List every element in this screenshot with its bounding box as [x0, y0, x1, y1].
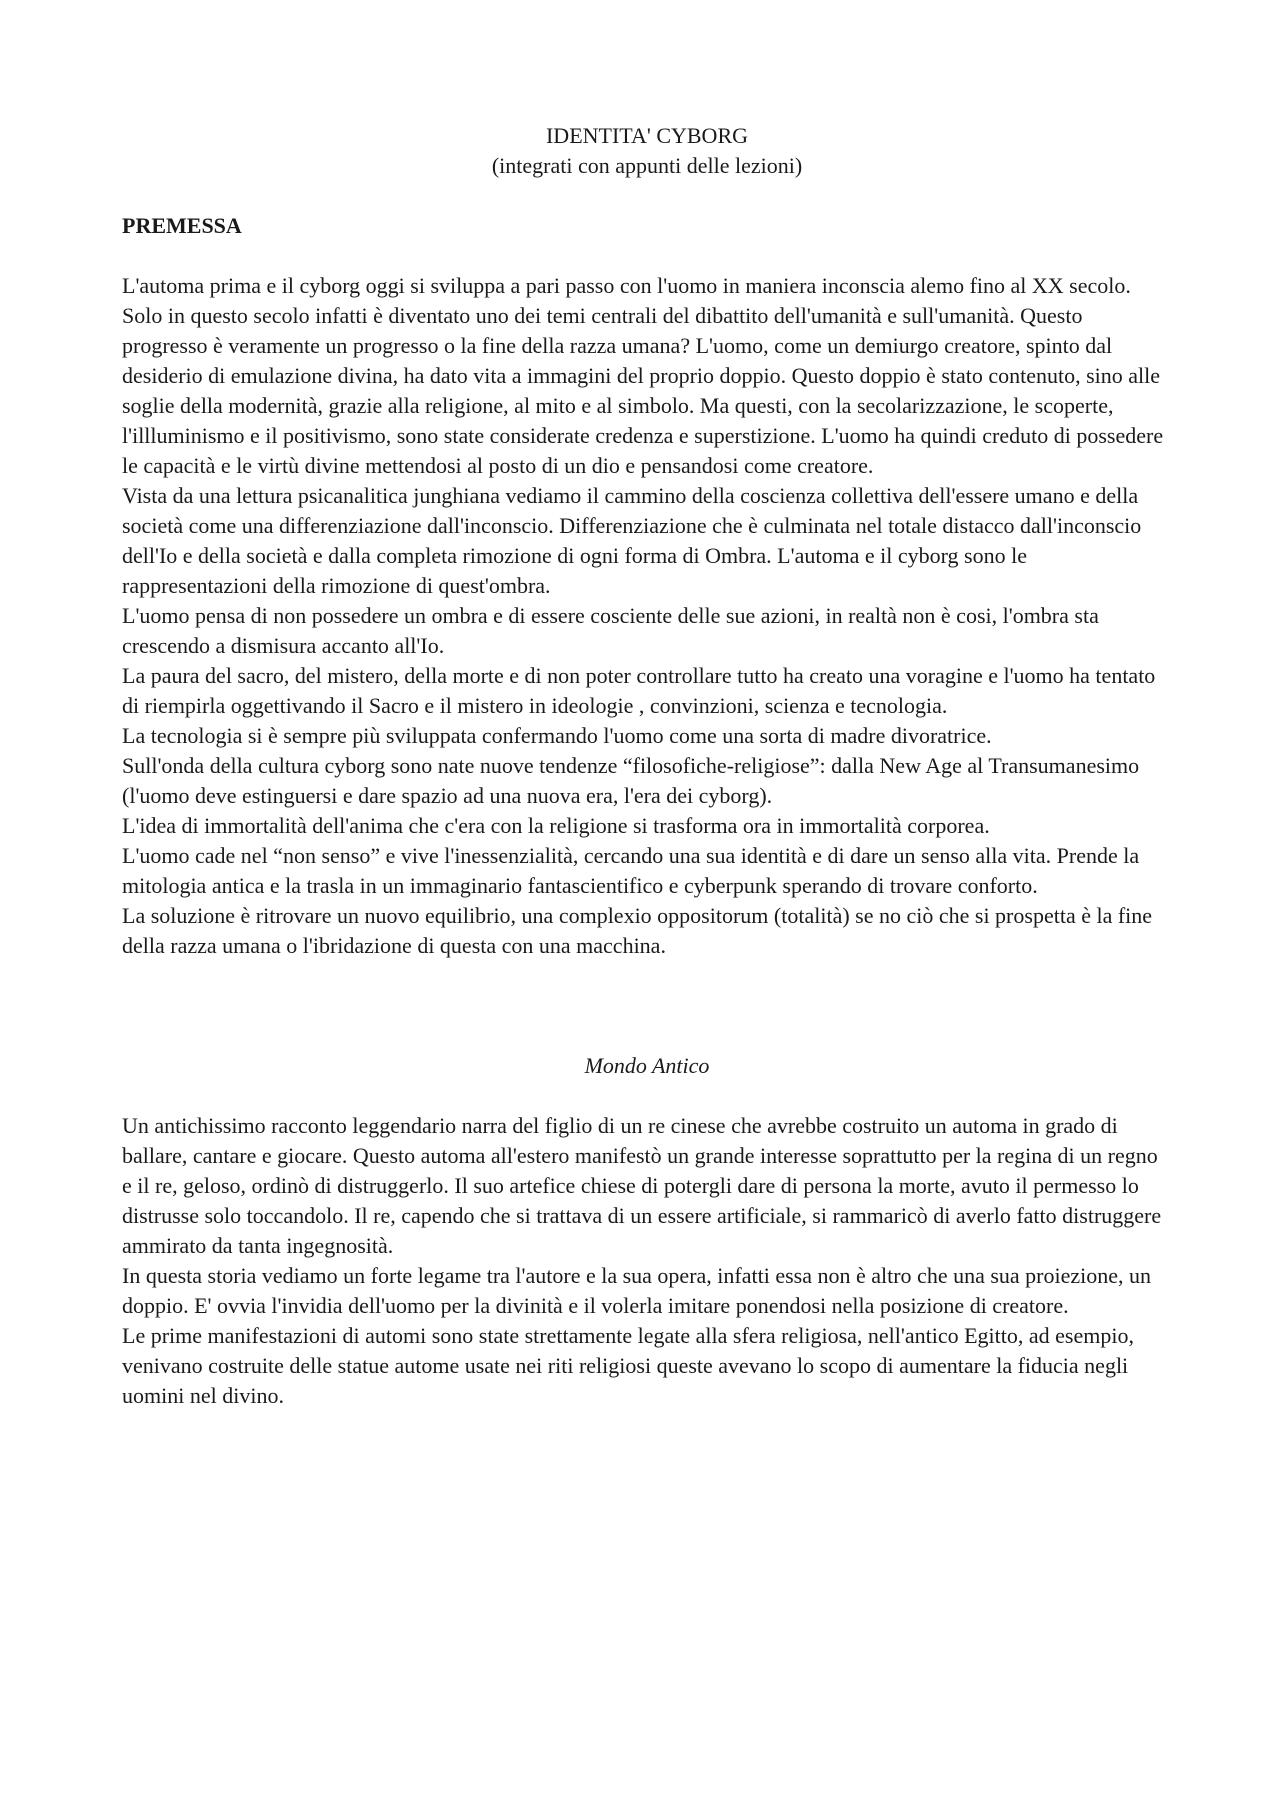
paragraph: In questa storia vediamo un forte legame tra l'autore e la sua opera, infatti essa non è altro che una sua proiezione, un doppio. E' ovvia l'invidia dell'uomo per la divinità e il volerla imitare ponendosi nella posizione di creatore. — [122, 1263, 1152, 1318]
paragraph: Sull'onda della cultura cyborg sono nate nuove tendenze “filosofiche-religiose”: dalla New Age al Transumanesimo (l'uomo deve estinguersi e dare spazio ad una nuova era, l'era dei cyborg). — [122, 753, 1140, 808]
paragraph: La soluzione è ritrovare un nuovo equilibrio, una complexio oppositorum (totalità) se no ciò che si prospetta è la fine della razza umana o l'ibridazione di questa con una macchina. — [122, 903, 1153, 958]
premessa-body — [122, 271, 1172, 961]
paragraph: L'uomo pensa di non possedere un ombra e di essere cosciente delle sue azioni, in realtà non è cosi, l'ombra sta crescendo a dismisura accanto all'Io. — [122, 603, 1099, 658]
document-title: IDENTITA' CYBORG — [545, 123, 749, 148]
paragraph: L'uomo cade nel “non senso” e vive l'inessenzialità, cercando una sua identità e di dare un senso alla vita. Prende la mitologia antica e la trasla in un immaginario fantascientifico e cyberpunk sperando di trovare conforto. — [122, 843, 1140, 898]
paragraph: La paura del sacro, del mistero, della morte e di non poter controllare tutto ha creato una voragine e l'uomo ha tentato di riempirla oggettivando il Sacro e il mistero in ideologie , convinzioni, scienza e tecnologia. — [122, 663, 1156, 718]
paragraph: Le prime manifestazioni di automi sono state strettamente legate alla sfera religiosa, nell'antico Egitto, ad esempio, venivano costruite delle statue autome usate nei riti religiosi queste avevano lo scopo di aumentare la fiducia negli uomini nel divino. — [122, 1323, 1134, 1408]
paragraph: L'idea di immortalità dell'anima che c'era con la religione si trasforma ora in immortalità corporea. — [122, 813, 990, 838]
document-subtitle: (integrati con appunti delle lezioni) — [491, 153, 803, 178]
paragraph: La tecnologia si è sempre più sviluppata confermando l'uomo come una sorta di madre divoratrice. — [122, 723, 992, 748]
sub-heading-mondo-antico: Mondo Antico — [584, 1053, 710, 1078]
section-heading-premessa: PREMESSA — [122, 213, 242, 238]
title-block — [122, 121, 1172, 181]
paragraph: L'automa prima e il cyborg oggi si sviluppa a pari passo con l'uomo in maniera inconscia alemo fino al XX secolo. Solo in questo secolo infatti è diventato uno dei temi centrali del dibattito dell'umanità e sull'umanità. Questo progresso è veramente un progresso o la fine della razza umana? L'uomo, come un demiurgo creatore, spinto dal desiderio di emulazione divina, ha dato vita a immagini del proprio doppio. Questo doppio è stato contenuto, sino alle soglie della modernità, grazie alla religione, al mito e al simbolo. Ma questi, con la secolarizzazione, le scoperte, l'illluminismo e il positivismo, sono state considerate credenza e superstizione. L'uomo ha quindi creduto di possedere le capacità e le virtù divine mettendosi al posto di un dio e pensandosi come creatore. — [122, 273, 1164, 478]
mondo-antico-body — [122, 1111, 1172, 1411]
document-content — [122, 121, 1172, 1411]
paragraph: Vista da una lettura psicanalitica junghiana vediamo il cammino della coscienza collettiva dell'essere umano e della società come una differenziazione dall'inconscio. Differenziazione che è culminata nel totale distacco dall'inconscio dell'Io e della società e dalla completa rimozione di ogni forma di Ombra. L'automa e il cyborg sono le rappresentazioni della rimozione di quest'ombra. — [122, 483, 1142, 598]
paragraph: Un antichissimo racconto leggendario narra del figlio di un re cinese che avrebbe costruito un automa in grado di ballare, cantare e giocare. Questo automa all'estero manifestò un grande interesse soprattutto per la regina di un regno e il re, geloso, ordinò di distruggerlo. Il suo artefice chiese di potergli dare di persona la morte, avuto il permesso lo distrusse solo toccandolo. Il re, capendo che si trattava di un essere artificiale, si rammaricò di averlo fatto distruggere ammirato da tanta ingegnosità. — [122, 1113, 1162, 1258]
